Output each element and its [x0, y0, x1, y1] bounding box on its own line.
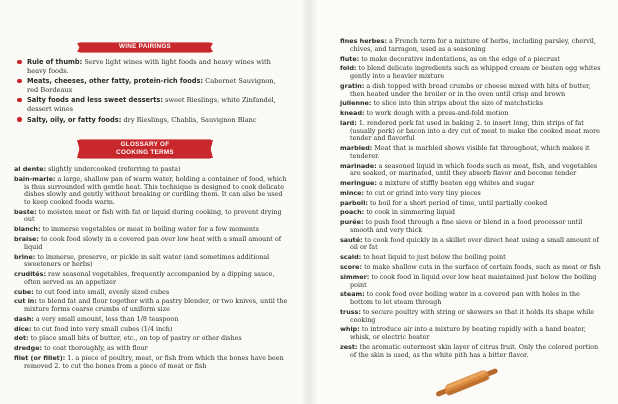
definition: Cabernet Sauvignon, red Bordeaux	[27, 77, 276, 94]
bullet-icon	[17, 117, 22, 122]
bullet-icon	[17, 60, 22, 65]
term: braise:	[14, 235, 39, 243]
term: dredge:	[14, 344, 43, 353]
glossary-entry	[14, 166, 290, 174]
definition: to boil for a short period of time, until partially cooked	[367, 198, 548, 207]
glossary-entry	[14, 236, 290, 251]
definition: a dish topped with bread crumbs or cheese mixed with bits of butter, then heated under the broiler or in the oven until crisp and brown	[350, 81, 591, 98]
glossary-entry	[340, 309, 602, 324]
term: scald:	[340, 253, 362, 262]
wine-pairings-heading	[80, 43, 210, 52]
glossary-entry	[14, 326, 290, 334]
glossary-title-line2: COOKING TERMS	[116, 149, 174, 156]
term: Meats, cheeses, other fatty, protein-rich foods:	[27, 77, 204, 86]
definition: to make decorative indentations, as on the edge of a piecrust	[359, 54, 560, 63]
glossary-entry	[340, 291, 602, 306]
definition: to push food through a fine sieve or blend in a food processor until smooth and very thick	[350, 218, 583, 234]
term: mince:	[340, 188, 365, 197]
definition: Serve light wines with light foods and heavy wines with heavy foods.	[27, 58, 271, 75]
term: lard:	[340, 118, 357, 127]
definition: to cook in simmering liquid	[364, 208, 456, 217]
definition: 1. rendered pork fat used in baking 2. to insert long, thin strips of fat (usually pork) or bacon into a dry cut of meat to make the cooked meat more tender and flavorful	[350, 118, 600, 143]
definition: a seasoned liquid in which foods such as meat, fish, and vegetables are soaked, or marinated, until they absorb flavor and become tender	[350, 161, 598, 178]
term: baste:	[14, 207, 37, 216]
glossary-entry	[14, 345, 290, 353]
definition: to heat liquid to just below the boiling point	[361, 253, 506, 262]
definition: to introduce air into a mixture by beating rapidly with a hand beater, whisk, or electric beater	[350, 325, 586, 342]
term: filet (or fillet):	[14, 353, 66, 362]
definition: to cook food slowly in a covered pan over low heat with a small amount of liquid	[24, 235, 282, 251]
glossary-heading	[80, 140, 210, 158]
glossary-list-right	[340, 38, 602, 361]
term: knead:	[340, 109, 365, 118]
definition: to coat thoroughly, as with flour	[42, 344, 148, 353]
glossary-entry	[340, 326, 602, 341]
glossary-entry	[340, 200, 602, 208]
glossary-entry	[340, 38, 602, 53]
definition: to moisten meat or fish with fat or liquid during cooking, to prevent drying out	[24, 207, 282, 224]
term: dot:	[14, 334, 29, 343]
glossary-entry	[340, 264, 602, 272]
glossary-entry	[340, 190, 602, 198]
definition: to cook food quickly in a skillet over direct heat using a small amount of oil or fat	[350, 235, 599, 252]
term: meringue:	[340, 179, 377, 188]
term: steam:	[340, 290, 365, 299]
wine-pairing-item	[16, 77, 286, 94]
definition: to make shallow cuts in the surface of certain foods, such as meat or fish	[362, 263, 601, 272]
bullet-icon	[17, 79, 22, 84]
definition: slightly undercooked (referring to pasta)	[46, 165, 181, 173]
term: poach:	[340, 208, 365, 217]
definition: to blend fat and flour together with a pastry blender, or two knives, until the mixture forms coarse crumbs of uniform size	[24, 297, 288, 313]
glossary-entry	[340, 344, 602, 359]
term: crudités:	[14, 270, 47, 278]
definition: to work dough with a press-and-fold motion	[364, 109, 509, 118]
definition: to cut food into very small cubes (1/4 inch)	[31, 324, 173, 333]
definition: a French term for a mixture of herbs, including parsley, chervil, chives, and tarragon, used as a seasoning	[350, 37, 596, 53]
definition: raw seasonal vegetables, frequently accompanied by a dipping sauce, often served as an appetizer	[24, 270, 275, 286]
glossary-entry	[14, 226, 290, 234]
glossary-entry	[14, 298, 290, 313]
definition: to cut food into small, evenly sized cubes	[33, 287, 170, 296]
term: fines herbes:	[340, 37, 387, 45]
term: gratin:	[340, 81, 365, 90]
wine-pairing-item	[16, 96, 286, 113]
term: cut in:	[14, 297, 37, 306]
definition: to secure poultry with string or skewers so that it holds its shape while cooking	[350, 307, 595, 324]
glossary-title-line1: GLOSSARY OF	[120, 141, 170, 148]
term: bain-marie:	[14, 174, 56, 183]
glossary-entry	[340, 237, 602, 252]
term: truss:	[340, 307, 361, 316]
wine-pairings-title: WINE PAIRINGS	[118, 43, 172, 50]
term: zest:	[340, 342, 358, 351]
glossary-entry	[340, 274, 602, 289]
definition: to place small bits of butter, etc., on top of pastry or other dishes	[28, 334, 242, 343]
definition: the aromatic outermost skin layer of citrus fruit. Only the colored portion of the skin is used, as the white pith has a bitter flavor.	[350, 342, 599, 359]
definition: to cook food over boiling water in a covered pan with holes in the bottom to let steam through	[350, 290, 580, 307]
term: whip:	[340, 325, 360, 334]
term: al dente:	[14, 165, 47, 173]
term: blanch:	[14, 225, 41, 234]
glossary-entry	[14, 316, 290, 324]
glossary-entry	[14, 209, 290, 224]
definition: to cook food in liquid over low heat maintained just below the boiling point	[350, 272, 597, 289]
term: dash:	[14, 314, 34, 323]
term: flute:	[340, 54, 360, 63]
glossary-entry	[14, 289, 290, 297]
term: purée:	[340, 218, 364, 227]
term: marbled:	[340, 144, 373, 153]
term: cube:	[14, 287, 34, 296]
glossary-entry	[340, 120, 602, 143]
glossary-entry	[14, 254, 290, 269]
glossary-entry	[340, 65, 602, 80]
definition: sweet Rieslings, white Zinfandel, dessert wines	[27, 96, 276, 113]
glossary-list-left	[14, 166, 290, 372]
wine-pairings-list	[16, 58, 286, 126]
glossary-entry	[340, 180, 602, 188]
glossary-entry	[340, 209, 602, 217]
bullet-icon	[17, 98, 22, 103]
book-gutter	[300, 0, 318, 404]
glossary-entry	[340, 83, 602, 98]
term: marinade:	[340, 161, 377, 170]
glossary-entry	[340, 219, 602, 234]
definition: to immerse vegetables or meat in boiling water for a few moments	[40, 225, 259, 234]
wine-pairing-item	[16, 58, 286, 75]
glossary-entry	[14, 335, 290, 343]
definition: dry Rieslings, Chablis, Sauvignon Blanc	[121, 115, 257, 124]
term: parboil:	[340, 198, 368, 207]
glossary-entry	[340, 254, 602, 262]
glossary-entry	[340, 56, 602, 64]
glossary-entry	[14, 271, 290, 286]
glossary-entry	[340, 110, 602, 118]
term: sauté:	[340, 235, 363, 244]
definition: a mixture of stiffly beaten egg whites and sugar	[376, 179, 535, 188]
glossary-entry	[340, 145, 602, 160]
definition: to cut or grind into very tiny pieces	[364, 188, 481, 197]
term: simmer:	[340, 272, 370, 281]
glossary-entry	[14, 355, 290, 370]
term: score:	[340, 263, 363, 272]
term: dice:	[14, 324, 32, 333]
definition: to slice into thin strips about the size of matchsticks	[371, 99, 543, 108]
rolling-pin-icon	[432, 366, 502, 400]
term: Salty, oily, or fatty foods:	[27, 115, 122, 124]
definition: Meat that is marbled shows visible fat throughout, which makes it tenderer.	[350, 144, 590, 160]
definition: to immerse, preserve, or pickle in salt water (and sometimes additional sweeteners or herbs)	[24, 252, 270, 269]
glossary-entry	[340, 163, 602, 178]
definition: 1. a piece of poultry, meat, or fish from which the bones have been removed 2. to cut the bones from a piece of meat or fish	[24, 353, 284, 370]
glossary-entry	[14, 176, 290, 207]
glossary-entry	[340, 100, 602, 108]
wine-pairing-item	[16, 116, 286, 125]
term: julienne:	[340, 99, 372, 108]
definition: a large, shallow pan of warm water, holding a container of food, which is thus surrounded with gentle heat. This technique is designed to cook delicate dishes slowly and gently without breaking or curdling them. It can also be used to keep cooked foods warm.	[24, 174, 287, 206]
term: Salty foods and less sweet desserts:	[27, 96, 163, 105]
term: Rule of thumb:	[27, 58, 83, 66]
definition: a very small amount, less than 1/8 teaspoon	[33, 314, 179, 323]
term: fold:	[340, 64, 357, 73]
definition: to blend delicate ingredients such as whipped cream or beaten egg whites gently into a heavier mixture	[350, 64, 601, 80]
term: brine:	[14, 252, 36, 261]
